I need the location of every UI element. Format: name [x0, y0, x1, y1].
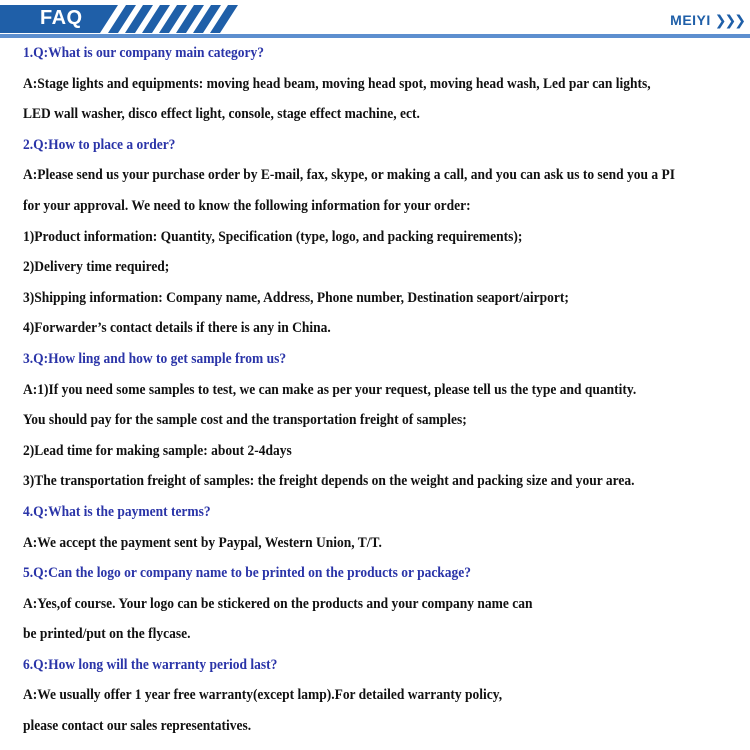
faq-content	[23, 38, 743, 742]
faq-answer-line: please contact our sales representatives.	[23, 718, 252, 735]
faq-question: 2.Q:How to place a order?	[23, 136, 176, 153]
faq-answer-line: for your approval. We need to know the following information for your order:	[23, 197, 471, 214]
faq-question: 6.Q:How long will the warranty period last?	[23, 656, 278, 673]
faq-answer-line: LED wall washer, disco effect light, console, stage effect machine, ect.	[23, 106, 420, 123]
faq-answer-line: 3)Shipping information: Company name, Address, Phone number, Destination seaport/airport;	[23, 289, 569, 306]
faq-answer-line: 2)Lead time for making sample: about 2-4days	[23, 442, 292, 459]
faq-answer-line: A:We usually offer 1 year free warranty(except lamp).For detailed warranty policy,	[23, 687, 503, 704]
faq-answer-line: 2)Delivery time required;	[23, 259, 170, 276]
faq-answer-line: 4)Forwarder’s contact details if there is any in China.	[23, 320, 331, 337]
faq-question: 3.Q:How ling and how to get sample from us?	[23, 350, 287, 367]
faq-answer-line: A:Stage lights and equipments: moving head beam, moving head spot, moving head wash, Led par can lights,	[23, 75, 651, 92]
chevron-right-icon: ❯❯❯	[714, 12, 744, 28]
faq-question: 5.Q:Can the logo or company name to be printed on the products or package?	[23, 565, 472, 582]
faq-answer-line: A:1)If you need some samples to test, we can make as per your request, please tell us the type and quantity.	[23, 381, 637, 398]
brand-logo	[670, 12, 744, 29]
faq-question: 1.Q:What is our company main category?	[23, 45, 264, 61]
faq-answer-line: be printed/put on the flycase.	[23, 626, 191, 643]
faq-answer-line: 1)Product information: Quantity, Specification (type, logo, and packing requirements);	[23, 228, 523, 245]
faq-answer-line: A:Please send us your purchase order by E-mail, fax, skype, or making a call, and you can ask us to send you a PI	[23, 167, 675, 184]
faq-title: FAQ	[40, 7, 83, 29]
faq-answer-line: 3)The transportation freight of samples: the freight depends on the weight and packing size and your area.	[23, 473, 635, 490]
faq-answer-line: You should pay for the sample cost and the transportation freight of samples;	[23, 412, 467, 429]
brand-name: MEIYI	[670, 12, 711, 28]
faq-answer-line: A:We accept the payment sent by Paypal, Western Union, T/T.	[23, 534, 382, 551]
faq-question: 4.Q:What is the payment terms?	[23, 503, 211, 520]
faq-answer-line: A:Yes,of course. Your logo can be stickered on the products and your company name can	[23, 595, 533, 612]
